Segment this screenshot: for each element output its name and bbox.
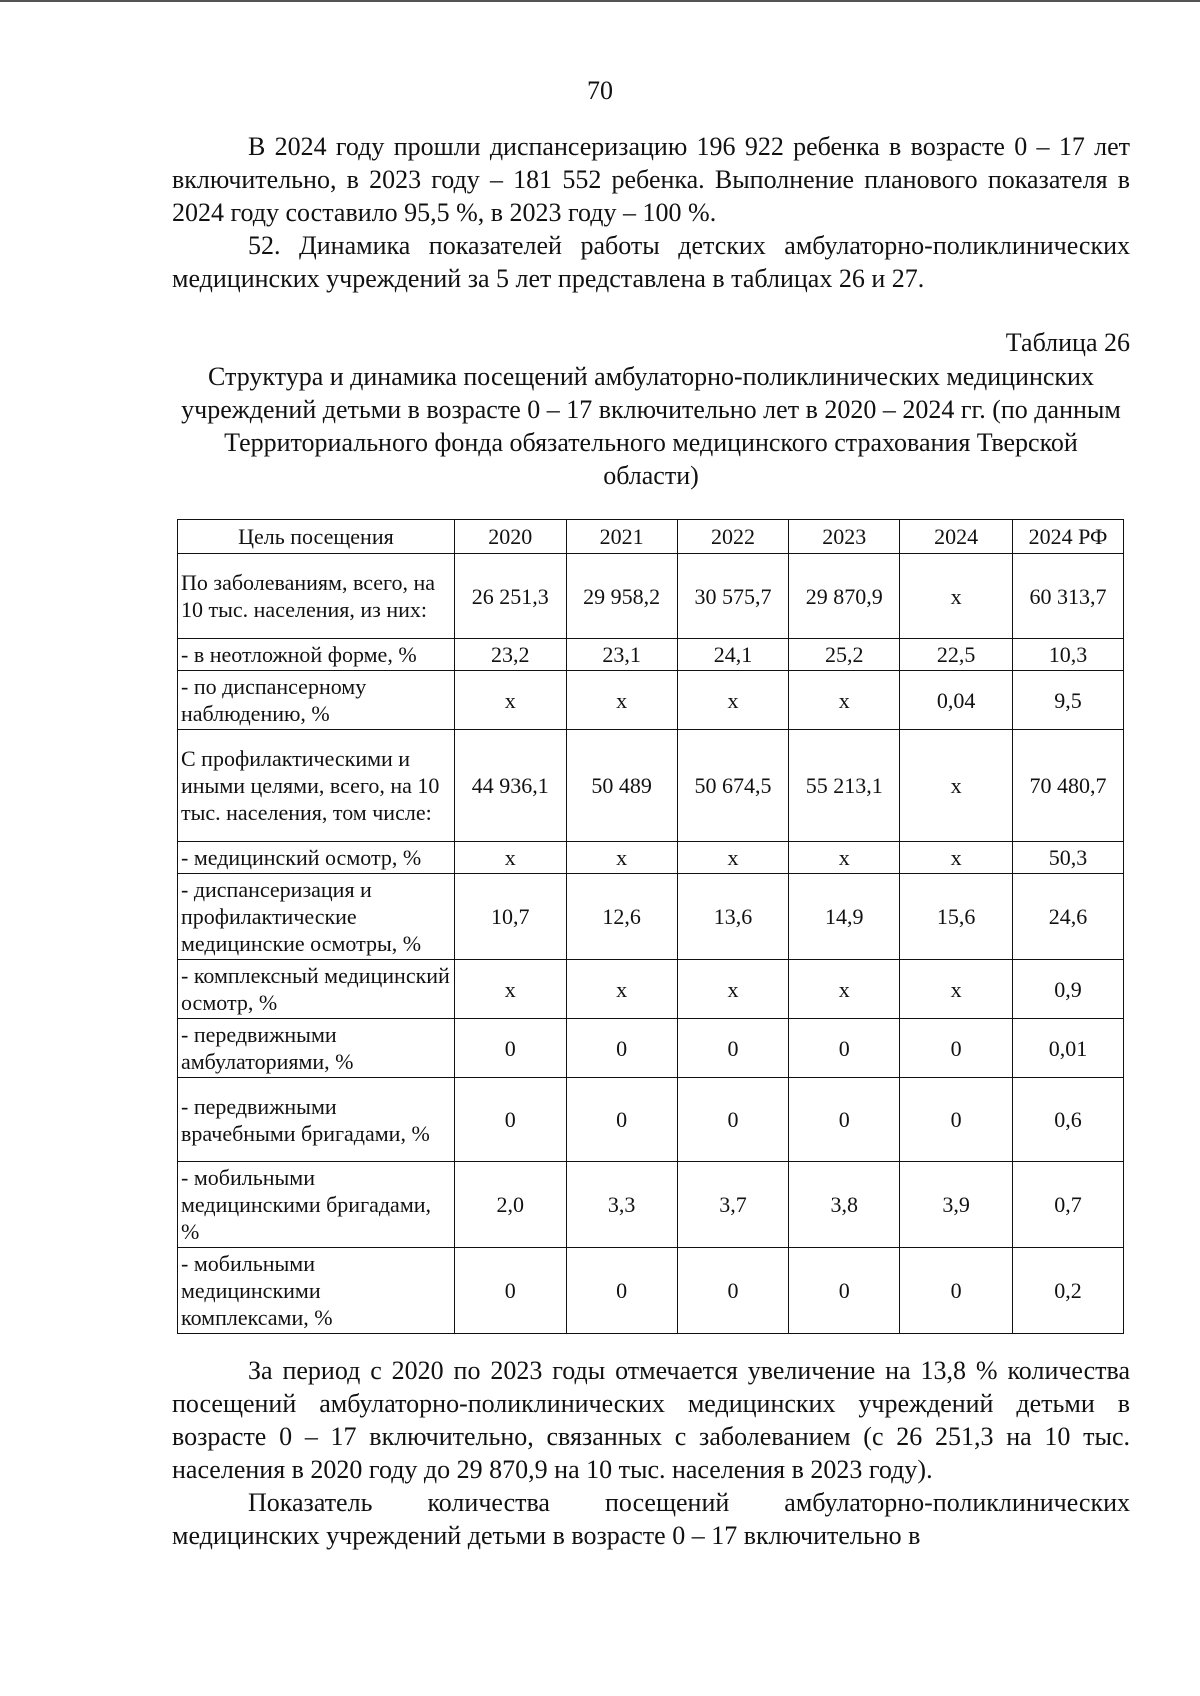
cell-2024-rf: 0,01 [1013,1019,1124,1078]
cell-2021: 50 489 [566,730,677,842]
cell-2021: 12,6 [566,874,677,960]
cell-2023: 14,9 [789,874,900,960]
table-row [178,1019,1124,1078]
row-label: - передвижными амбулаториями, % [178,1019,455,1078]
closing-paragraph-increase: За период с 2020 по 2023 годы отмечается увеличение на 13,8 % количества посещений амбулаторно-поликлинических медицинских учреждений детьми в возрасте 0 – 17 включительно, связанных с заболеванием (с 26 251,3 на 10 тыс. населения в 2020 году до 29 870,9 на 10 тыс. населения в 2023 году). [172,1356,1130,1484]
cell-2022: 24,1 [677,639,789,671]
intro-paragraph-dynamics: 52. Динамика показателей работы детских амбулаторно-поликлинических медицинских учреждений за 5 лет представлена в таблицах 26 и 27. [172,231,1130,293]
cell-2021: х [566,842,677,874]
cell-2020: 10,7 [454,874,566,960]
row-label: - по диспансерному наблюдению, % [178,671,455,730]
row-label: - диспансеризация и профилактические медицинские осмотры, % [178,874,455,960]
cell-2022: 0 [677,1248,789,1334]
cell-2024-rf: 0,9 [1013,960,1124,1019]
cell-2022: 50 674,5 [677,730,789,842]
cell-2024-rf: 9,5 [1013,671,1124,730]
cell-2021: х [566,960,677,1019]
top-border-line [0,0,1200,2]
cell-2020: 0 [454,1078,566,1162]
row-label: С профилактическими и иными целями, всего, на 10 тыс. населения, том числе: [178,730,455,842]
cell-2024-rf: 60 313,7 [1013,554,1124,639]
row-label: - передвижными врачебными бригадами, % [178,1078,455,1162]
cell-2020: 23,2 [454,639,566,671]
cell-2024-rf: 0,7 [1013,1162,1124,1248]
cell-2023: х [789,671,900,730]
cell-2024-rf: 50,3 [1013,842,1124,874]
table-row [178,730,1124,842]
cell-2021: 0 [566,1248,677,1334]
row-label: - комплексный медицинский осмотр, % [178,960,455,1019]
cell-2021: 23,1 [566,639,677,671]
table-row [178,1078,1124,1162]
closing-paragraph-indicator: Показатель количества посещений амбулаторно-поликлинических медицинских учреждений детьми в возрасте 0 – 17 включительно в [172,1488,1130,1550]
cell-2022: 0 [677,1078,789,1162]
table-row [178,639,1124,671]
cell-2022: 30 575,7 [677,554,789,639]
cell-2024-rf: 24,6 [1013,874,1124,960]
visits-table [177,519,1124,1334]
row-label: - медицинский осмотр, % [178,842,455,874]
row-label: - мобильными медицинскими бригадами, % [178,1162,455,1248]
cell-2020: 44 936,1 [454,730,566,842]
cell-2020: х [454,960,566,1019]
table-header-row [178,520,1124,554]
cell-2024: 0 [900,1019,1013,1078]
cell-2024-rf: 10,3 [1013,639,1124,671]
cell-2022: х [677,842,789,874]
table-row [178,554,1124,639]
cell-2020: 26 251,3 [454,554,566,639]
cell-2024: 22,5 [900,639,1013,671]
cell-2020: 0 [454,1019,566,1078]
cell-2022: х [677,671,789,730]
cell-2024: х [900,960,1013,1019]
cell-2023: 0 [789,1078,900,1162]
cell-2023: х [789,960,900,1019]
cell-2021: 3,3 [566,1162,677,1248]
cell-2024: х [900,554,1013,639]
cell-2023: 0 [789,1019,900,1078]
header-2024: 2024 [900,520,1013,554]
row-label: - мобильными медицинскими комплексами, % [178,1248,455,1334]
cell-2024-rf: 0,2 [1013,1248,1124,1334]
cell-2024: х [900,730,1013,842]
table-row [178,1162,1124,1248]
page-number: 70 [587,76,613,105]
table-label: Таблица 26 [1005,328,1130,357]
intro-text [172,130,1130,295]
cell-2020: 2,0 [454,1162,566,1248]
cell-2024: х [900,842,1013,874]
cell-2024: 0 [900,1078,1013,1162]
table-row [178,874,1124,960]
cell-2022: 3,7 [677,1162,789,1248]
cell-2020: 0 [454,1248,566,1334]
cell-2022: 0 [677,1019,789,1078]
row-label: - в неотложной форме, % [178,639,455,671]
table-row [178,671,1124,730]
cell-2024: 0 [900,1248,1013,1334]
header-2023: 2023 [789,520,900,554]
cell-2023: 3,8 [789,1162,900,1248]
closing-text [172,1354,1130,1552]
cell-2021: х [566,671,677,730]
cell-2023: х [789,842,900,874]
cell-2021: 0 [566,1019,677,1078]
row-label: По заболеваниям, всего, на 10 тыс. населения, из них: [178,554,455,639]
cell-2022: х [677,960,789,1019]
cell-2021: 0 [566,1078,677,1162]
table-row [178,1248,1124,1334]
header-2021: 2021 [566,520,677,554]
cell-2024-rf: 0,6 [1013,1078,1124,1162]
cell-2020: х [454,671,566,730]
cell-2021: 29 958,2 [566,554,677,639]
cell-2023: 55 213,1 [789,730,900,842]
table-row [178,960,1124,1019]
table-row [178,842,1124,874]
cell-2024-rf: 70 480,7 [1013,730,1124,842]
cell-2023: 29 870,9 [789,554,900,639]
header-2020: 2020 [454,520,566,554]
cell-2024: 3,9 [900,1162,1013,1248]
cell-2023: 0 [789,1248,900,1334]
cell-2022: 13,6 [677,874,789,960]
header-visit-purpose: Цель посещения [178,520,455,554]
intro-paragraph-dispensarization: В 2024 году прошли диспансеризацию 196 922 ребенка в возрасте 0 – 17 лет включительно, в 2023 году – 181 552 ребенка. Выполнение планового показателя в 2024 году составило 95,5 %, в 2023 году – 100 %. [172,132,1130,227]
table-caption: Структура и динамика посещений амбулаторно-поликлинических медицинских учреждений детьми в возрасте 0 – 17 включительно лет в 2020 – 2024 гг. (по данным Территориального фонда обязательного медицинского страхования Тверской области) [181,362,1121,490]
cell-2024: 15,6 [900,874,1013,960]
cell-2024: 0,04 [900,671,1013,730]
header-2024-rf: 2024 РФ [1013,520,1124,554]
cell-2023: 25,2 [789,639,900,671]
cell-2020: х [454,842,566,874]
header-2022: 2022 [677,520,789,554]
